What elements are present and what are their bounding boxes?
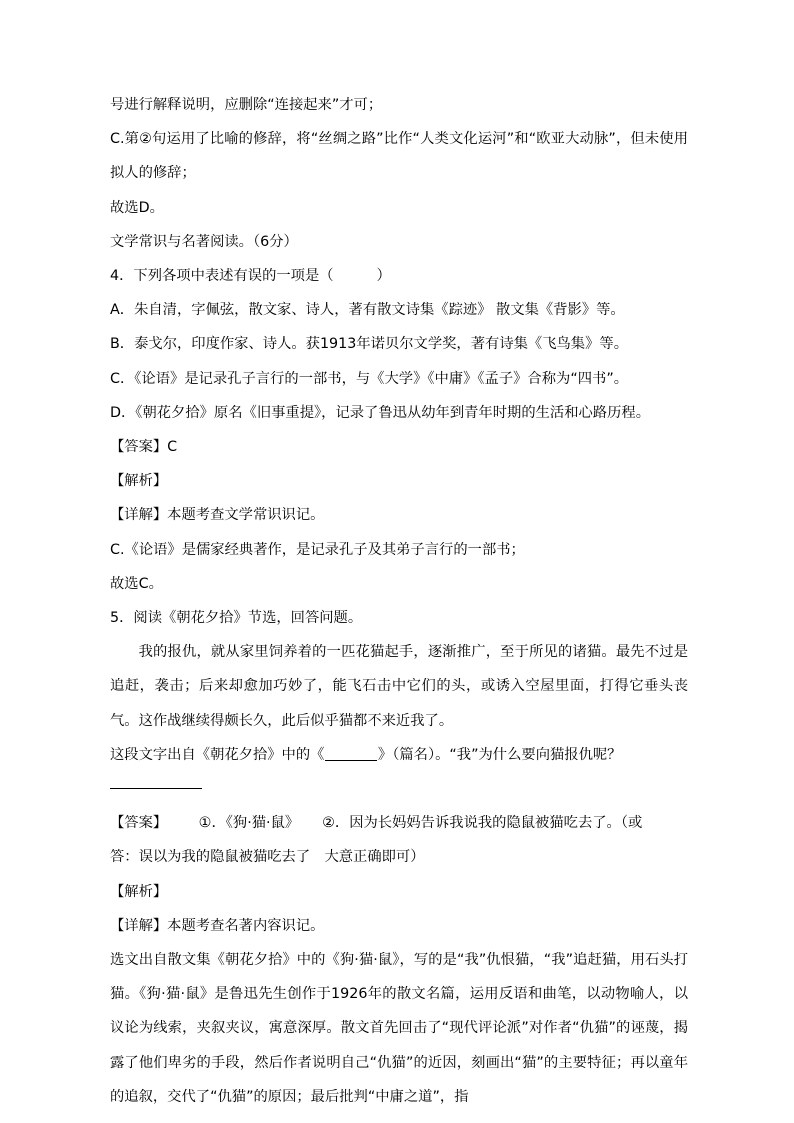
question-5-answer-item1-marker: ①． bbox=[198, 815, 226, 832]
paragraph-c-explain: C.第②句运用了比喻的修辞，将“丝绸之路”比作“人类文化运河”和“欧亚大动脉”，但未使用拟人的修辞； bbox=[110, 131, 688, 182]
question-5-question-line bbox=[110, 738, 688, 772]
question-4-detail-option-c: C.《论语》是儒家经典著作，是记录孔子及其弟子言行的一部书； bbox=[110, 541, 525, 558]
question-4-option-b: B．泰戈尔，印度作家、诗人。获1913年诺贝尔文学奖，著有诗集《飞鸟集》等。 bbox=[110, 336, 628, 353]
question-4-option-c: C．《论语》是记录孔子言行的一部书，与《大学》《中庸》《孟子》合称为“四书”。 bbox=[110, 370, 629, 387]
paragraph-choose-d: 故选D。 bbox=[110, 199, 164, 216]
question-4-stem: 4．下列各项中表述有误的一项是（ ） bbox=[110, 268, 391, 285]
question-5-stem: 5．阅读《朝花夕拾》节选，回答问题。 bbox=[110, 610, 363, 627]
separator-rule-row bbox=[110, 772, 688, 806]
question-4-analysis-label: 【解析】 bbox=[110, 473, 168, 490]
question-5-question-after-blank: 》（篇名）。“我”为什么要向猫报仇呢？ bbox=[377, 746, 622, 763]
paragraph-b-explain-tail: 号进行解释说明，应删除“连接起来”才可； bbox=[110, 97, 383, 113]
question-5-answer-item2-marker: ②． bbox=[322, 815, 350, 832]
question-5-answer-label: 【答案】 bbox=[110, 815, 168, 832]
question-5-answer-item2-text: 因为长妈妈告诉我说我的隐鼠被猫吃去了。（或 bbox=[349, 815, 643, 832]
question-5-analysis-label: 【解析】 bbox=[110, 883, 168, 900]
question-4-option-d: D．《朝花夕拾》原名《旧事重提》，记录了鲁迅从幼年到青年时期的生活和心路历程。 bbox=[110, 404, 650, 421]
question-5-fill-blank[interactable] bbox=[325, 760, 376, 761]
question-4-option-a: A．朱自清，字佩弦，散文家、诗人，著有散文诗集《踪迹》 散文集《背影》等。 bbox=[110, 302, 625, 319]
question-5-answer-line bbox=[110, 806, 688, 840]
question-4-choose-c: 故选C。 bbox=[110, 575, 163, 592]
page-text-body bbox=[110, 88, 688, 1114]
question-5-passage: 我的报仇，就从家里饲养着的一匹花猫起手，逐渐推广，至于所见的诸猫。最先不过是追赶，袭击；后来却愈加巧妙了，能飞石击中它们的头，或诱入空屋里面，打得它垂头丧气。这作战继续得颇长久，此后似乎猫都不来近我了。 bbox=[110, 644, 688, 729]
question-4-detail: 【详解】本题考查文学常识识记。 bbox=[110, 507, 325, 524]
question-4-answer: 【答案】C bbox=[110, 439, 178, 456]
question-5-detail-body: 选文出自散文集《朝花夕拾》中的《狗·猫·鼠》，写的是“我”仇恨猫，“我”追赶猫，用石头打猫。《狗·猫·鼠》是鲁迅先生创作于1926年的散文名篇，运用反语和曲笔，以动物喻人，以议论为线索，夹叙夹议，寓意深厚。散文首先回击了“现代评论派”对作者“仇猫”的诬蔑，揭露了他们卑劣的手段，然后作者说明自己“仇猫”的近因，刻画出“猫”的主要特征；再以童年的追叙，交代了“仇猫”的原因；最后批判“中庸之道”，指 bbox=[110, 952, 688, 1105]
question-5-detail-label: 【详解】本题考查名著内容识记。 bbox=[110, 917, 325, 934]
horizontal-rule-divider bbox=[110, 788, 202, 789]
section-heading-literature: 文学常识与名著阅读。（6分） bbox=[110, 233, 298, 250]
question-5-answer-item1-text: 《狗·猫·鼠》 bbox=[225, 815, 300, 832]
question-5-question-before-blank: 这段文字出自《朝花夕拾》中的《 bbox=[110, 746, 325, 763]
question-5-answer-continuation: 答：误以为我的隐鼠被猫吃去了 大意正确即可） bbox=[110, 849, 425, 866]
